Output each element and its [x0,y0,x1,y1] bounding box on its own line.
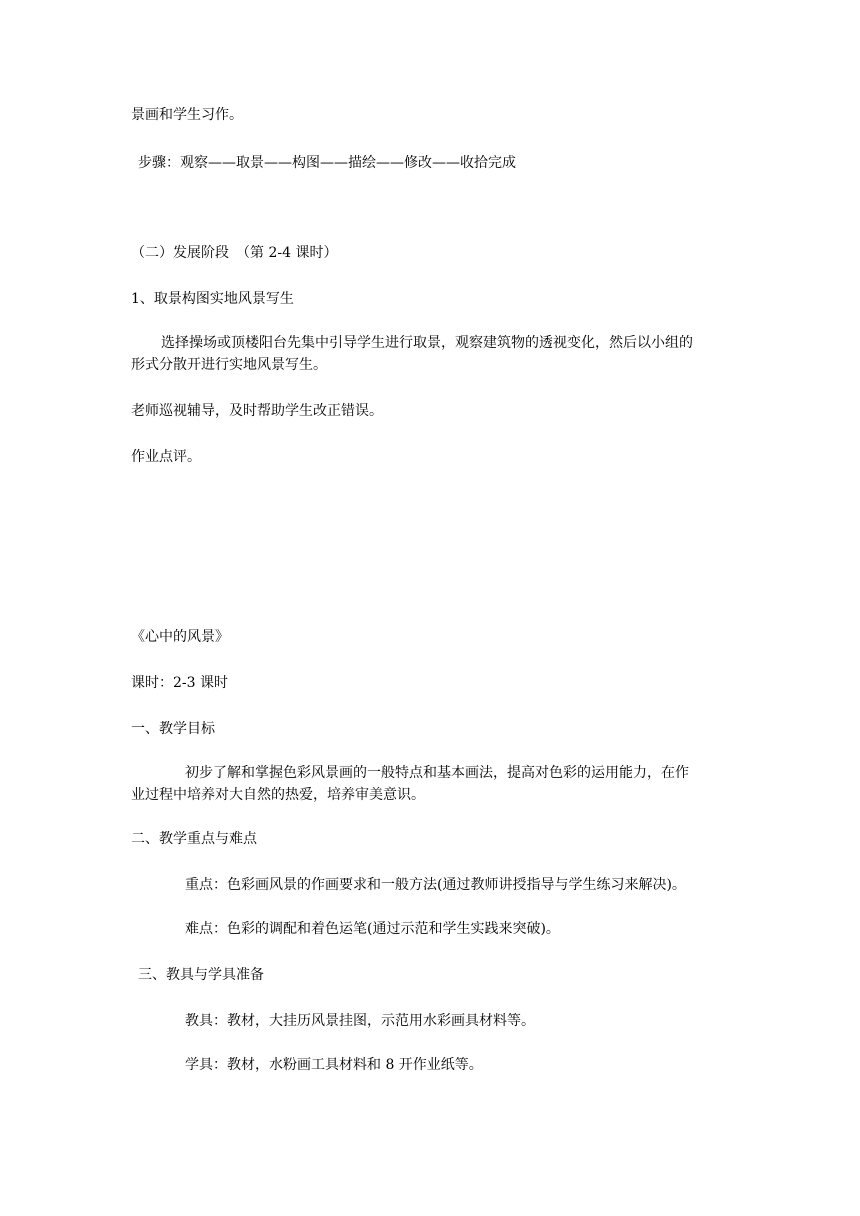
section-heading: 一、教学目标 [131,721,215,737]
section-heading: （二）发展阶段 （第 2-4 课时） [131,245,338,261]
lesson-hours: 课时：2-3 课时 [131,675,228,691]
paragraph-line: 重点：色彩画风景的作画要求和一般方法(通过教师讲授指导与学生练习来解决)。 [185,877,686,893]
paragraph-line: 教具：教材，大挂历风景挂图，示范用水彩画具材料等。 [185,1013,535,1029]
paragraph-line: 作业点评。 [131,449,201,465]
paragraph-line: 老师巡视辅导，及时帮助学生改正错误。 [131,403,383,419]
paragraph-line: 选择操场或顶楼阳台先集中引导学生进行取景，观察建筑物的透视变化，然后以小组的 [161,335,693,351]
paragraph-line: 初步了解和掌握色彩风景画的一般特点和基本画法，提高对色彩的运用能力，在作 [185,765,689,781]
paragraph-line: 难点：色彩的调配和着色运笔(通过示范和学生实践来突破)。 [185,921,560,937]
lesson-title: 《心中的风景》 [131,629,229,645]
paragraph-line: 业过程中培养对大自然的热爱，培养审美意识。 [131,787,425,803]
paragraph-line: 学具：教材，水粉画工具材料和 8 开作业纸等。 [185,1057,483,1073]
paragraph-line: 形式分散开进行实地风景写生。 [131,357,327,373]
section-heading: 二、教学重点与难点 [131,831,257,847]
text-line: 景画和学生习作。 [131,107,243,123]
section-heading: 三、教具与学具准备 [138,967,264,983]
subsection-heading: 1、取景构图实地风景写生 [131,291,294,307]
text-line: 步骤：观察——取景——构图——描绘——修改——收拾完成 [138,155,516,171]
